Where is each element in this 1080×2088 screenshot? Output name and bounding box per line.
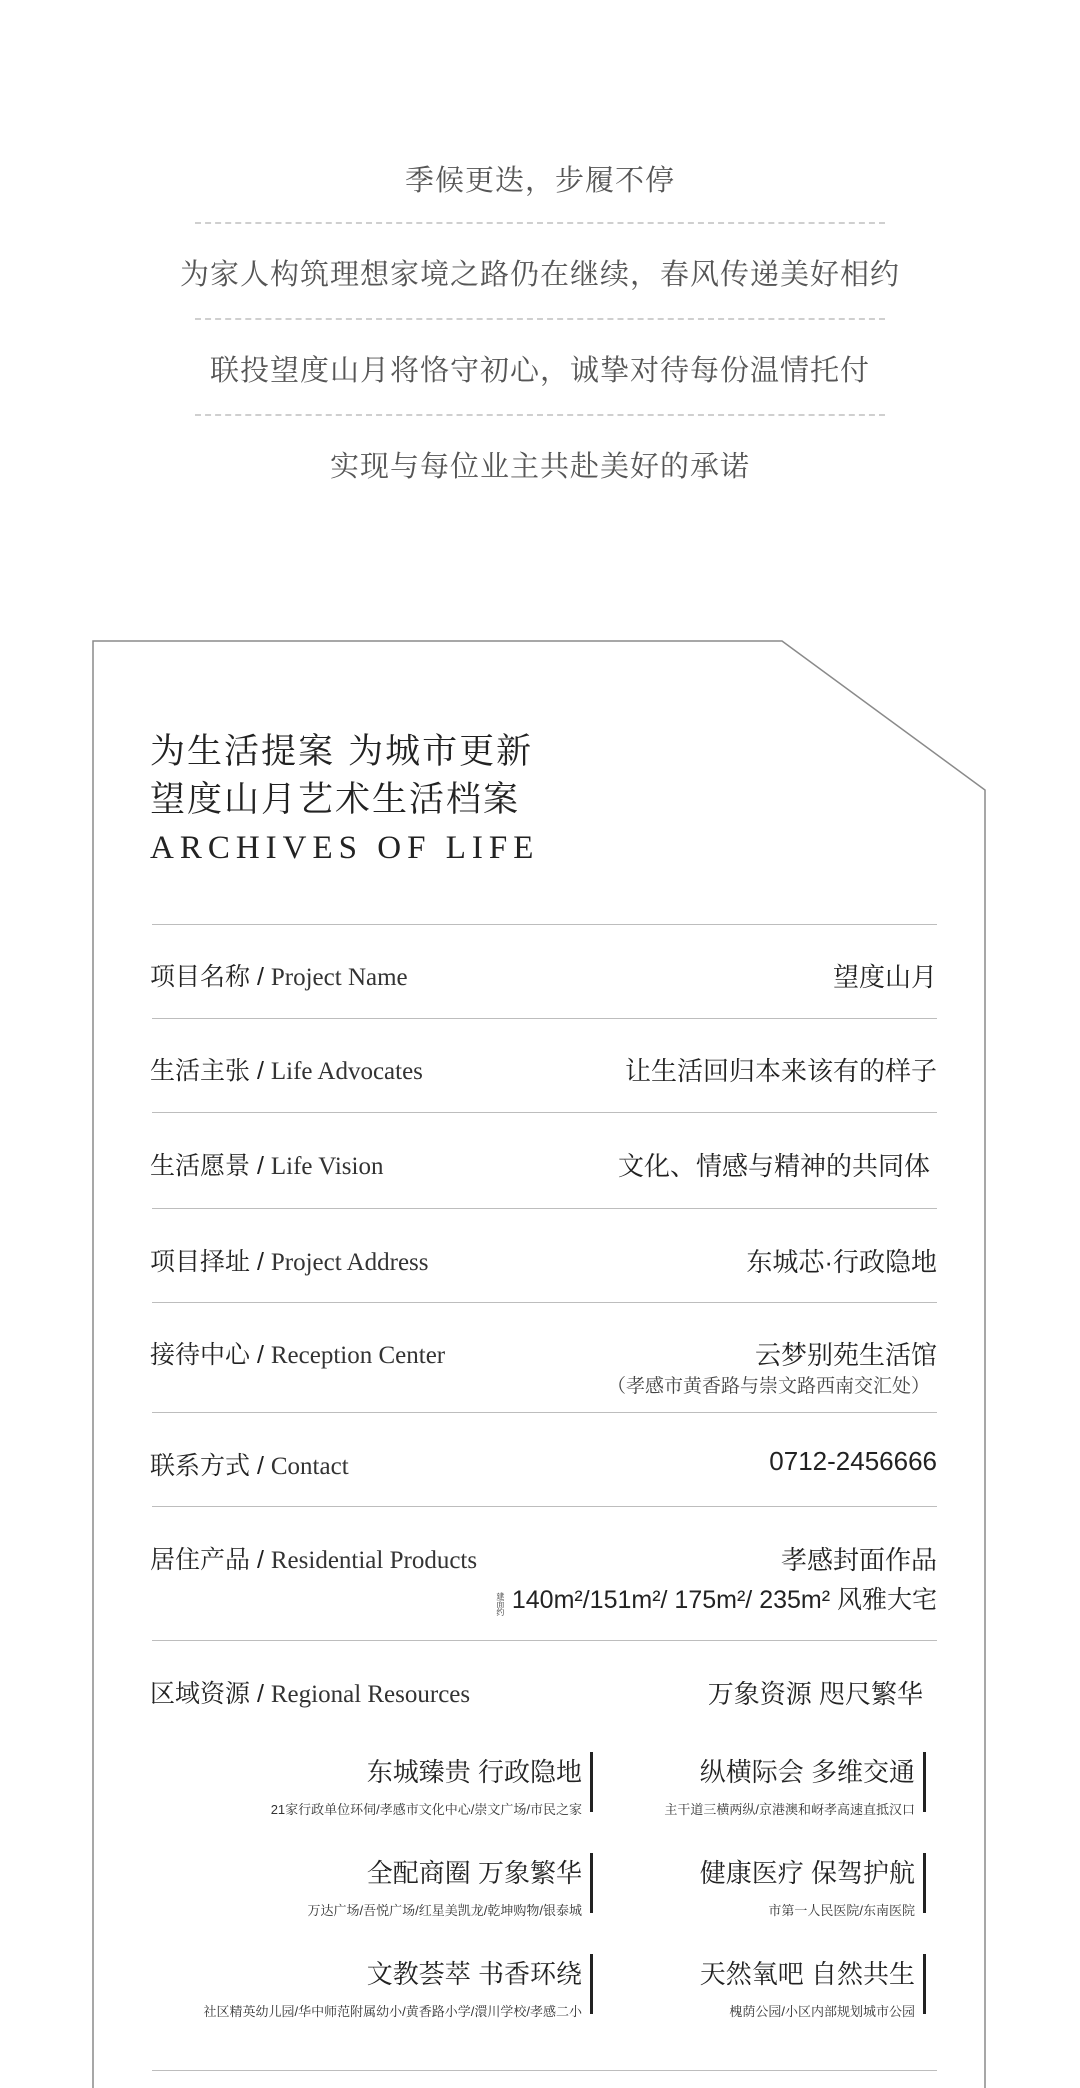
row-value-residential-products: 孝感封面作品 xyxy=(780,1545,937,1575)
row-label-contact: 联系方式 / Contact xyxy=(150,1452,349,1480)
row-divider xyxy=(152,1506,937,1507)
product-spec xyxy=(496,1580,937,1616)
reception-address: （孝感市黄香路与崇文路西南交汇处） xyxy=(606,1376,930,1397)
row-label-project-name: 项目名称 / Project Name xyxy=(150,963,408,991)
intro-line-2: 为家人构筑理想家境之路仍在继续，春风传递美好相约 xyxy=(179,259,900,291)
intro-line-3: 联投望度山月将恪守初心，诚挚对待每份温情托付 xyxy=(209,355,870,387)
row-value-life-advocates: 让生活回归本来该有的样子 xyxy=(624,1056,937,1086)
resource-bar xyxy=(590,1853,593,1913)
resource-item: 文教荟萃 书香环绕 社区精英幼儿园/华中师范附属幼小/黄香路小学/澴川学校/孝感二小 xyxy=(203,1959,582,2019)
card-heading-2: 望度山月艺术生活档案 xyxy=(150,780,521,820)
resource-item: 纵横际会 多维交通 主干道三横两纵/京港澳和岈孝高速直抵汉口 xyxy=(664,1757,915,1817)
row-label-regional-resources: 区域资源 / Regional Resources xyxy=(150,1680,471,1708)
resource-item: 天然氧吧 自然共生 槐荫公园/小区内部规划城市公园 xyxy=(699,1959,915,2019)
resource-bar xyxy=(590,1954,593,2014)
row-label-project-address: 项目择址 / Project Address xyxy=(150,1248,429,1276)
row-divider xyxy=(152,924,937,925)
row-divider xyxy=(152,2070,937,2071)
spec-prefix: 建面约 xyxy=(495,1592,505,1616)
row-divider xyxy=(152,1208,937,1209)
resource-item: 东城臻贵 行政隐地 21家行政单位环伺/孝感市文化中心/崇文广场/市民之家 xyxy=(270,1757,582,1817)
spec-sizes: 140m²/151m²/ 175m²/ 235m² 风雅大宅 xyxy=(511,1586,937,1614)
row-value-contact-phone: 0712-2456666 xyxy=(769,1446,937,1476)
resource-bar xyxy=(923,1853,926,1913)
row-divider xyxy=(152,1112,937,1113)
resource-bar xyxy=(590,1752,593,1812)
row-divider xyxy=(152,1302,937,1303)
card-heading-en: ARCHIVES OF LIFE xyxy=(150,830,540,866)
row-value-regional-resources: 万象资源 咫尺繁华 xyxy=(707,1679,923,1709)
row-label-life-vision: 生活愿景 / Life Vision xyxy=(150,1152,384,1180)
intro-line-4: 实现与每位业主共赴美好的承诺 xyxy=(329,451,750,483)
resource-bar xyxy=(923,1752,926,1812)
row-divider xyxy=(152,1412,937,1413)
row-label-reception-center: 接待中心 / Reception Center xyxy=(150,1341,446,1369)
row-value-project-address: 东城芯·行政隐地 xyxy=(746,1247,937,1277)
row-value-reception-center: 云梦别苑生活馆 xyxy=(754,1340,937,1370)
row-label-life-advocates: 生活主张 / Life Advocates xyxy=(150,1057,423,1085)
row-label-residential-products: 居住产品 / Residential Products xyxy=(150,1546,478,1574)
resource-item: 全配商圈 万象繁华 万达广场/吾悦广场/红星美凯龙/乾坤购物/银泰城 xyxy=(307,1858,582,1918)
row-divider xyxy=(152,1018,937,1019)
row-value-life-vision: 文化、情感与精神的共同体 xyxy=(617,1151,930,1181)
resource-item: 健康医疗 保驾护航 市第一人民医院/东南医院 xyxy=(699,1858,915,1918)
intro-line-1: 季候更迭，步履不停 xyxy=(404,165,675,197)
card-heading-1: 为生活提案 为城市更新 xyxy=(150,732,534,772)
row-value-project-name: 望度山月 xyxy=(832,962,937,992)
row-divider xyxy=(152,1640,937,1641)
resource-bar xyxy=(923,1954,926,2014)
